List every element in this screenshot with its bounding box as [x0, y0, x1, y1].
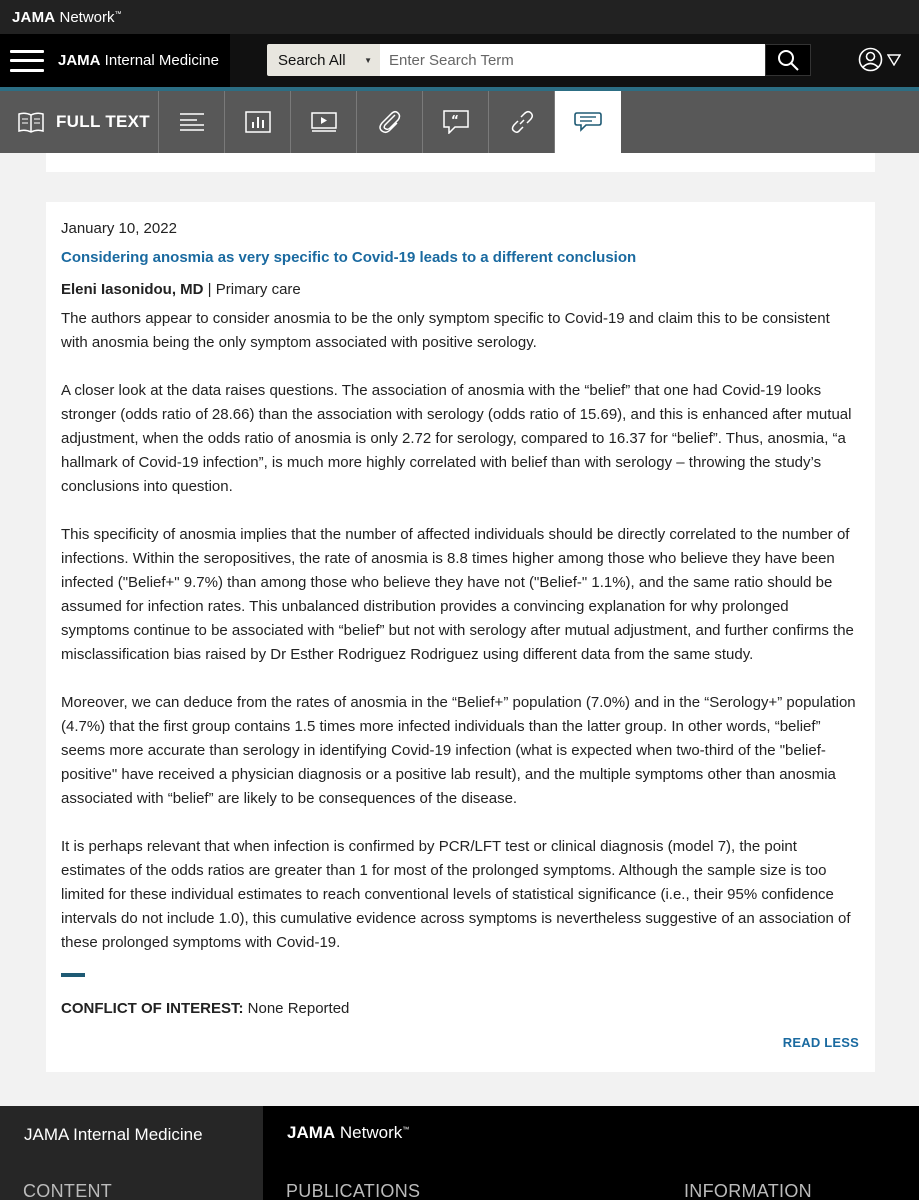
- previous-comment-card: [46, 153, 875, 172]
- tab-supplements[interactable]: [357, 91, 423, 153]
- comment-body: [61, 307, 860, 955]
- network-bar: [0, 0, 919, 34]
- svg-text:“: “: [450, 113, 459, 127]
- comment-paragraph: This specificity of anosmia implies that the number of affected individuals should be directly correlated to the number of infections. Within the seropositives, the rate of anosmia is 8.8 times higher among those who believe they have been infected ("Belief+" 9.7%) than among those who believe they have not ("Belief-" 1.1%), and the same ratio should be assumed for infection rates. This unbalanced distribution provides a convincing explanation for why prolonged symptoms continue to be associated with “belief” but not with serology after mutual adjustment, and further confirms the misclassification bias raised by Dr Esther Rodriguez Rodriguez using different data from the same study.: [61, 526, 854, 663]
- comment-paragraph: A closer look at the data raises questions. The association of anosmia with the “belief” that one had Covid-19 looks stronger (odds ratio of 28.66) than the association with serology (odds ratio of 15.69), and this is enhanced after mutual adjustment, when the odds ratio of anosmia is only 2.72 for serology, compared to 16.37 for “belief”. Thus, anosmia, “a hallmark of Covid-19 infection”, is much more highly correlated with belief than with serology – throwing the study’s conclusions into question.: [61, 382, 852, 495]
- comment-card: [46, 202, 875, 1072]
- author-name: Eleni Iasonidou, MD: [61, 281, 204, 298]
- comment-title: Considering anosmia as very specific to Covid-19 leads to a different conclusion: [61, 249, 637, 266]
- user-icon: [858, 47, 883, 72]
- search-input[interactable]: [380, 44, 765, 76]
- text-lines-icon: [179, 112, 205, 132]
- jama-network-logo[interactable]: JAMA Network™: [12, 8, 122, 26]
- journal-header: [0, 34, 919, 87]
- footer-journal-title[interactable]: JAMA Internal Medicine: [0, 1106, 263, 1163]
- article-tab-bar: [0, 91, 919, 153]
- hamburger-icon[interactable]: [10, 50, 44, 72]
- video-icon: [311, 112, 337, 132]
- comment-icon: [574, 111, 602, 133]
- search-scope-select[interactable]: Search All ▼: [267, 44, 380, 76]
- tab-citations[interactable]: [423, 91, 489, 153]
- tab-sections[interactable]: [159, 91, 225, 153]
- search-icon: [776, 48, 800, 72]
- footer-link-publications[interactable]: PUBLICATIONS: [286, 1181, 421, 1200]
- tab-comments[interactable]: [555, 91, 621, 153]
- footer: [0, 1106, 919, 1200]
- tab-links[interactable]: [489, 91, 555, 153]
- footer-link-information[interactable]: INFORMATION: [684, 1181, 812, 1200]
- book-icon: [18, 111, 44, 133]
- tab-full-text[interactable]: FULL TEXT: [0, 91, 159, 153]
- tab-figures[interactable]: [225, 91, 291, 153]
- conflict-of-interest: CONFLICT OF INTEREST: None Reported: [61, 1000, 350, 1017]
- dropdown-triangle-icon: [887, 54, 901, 66]
- author-affiliation: | Primary care: [203, 281, 301, 298]
- footer-network-title[interactable]: JAMA Network™: [287, 1123, 410, 1142]
- comment-date: January 10, 2022: [61, 220, 177, 237]
- bar-chart-icon: [245, 111, 271, 133]
- search-bar: [267, 44, 811, 76]
- footer-link-content[interactable]: CONTENT: [23, 1181, 113, 1200]
- comment-author: [61, 280, 860, 300]
- search-button[interactable]: [765, 44, 811, 76]
- footer-links-row: [0, 1163, 919, 1200]
- comment-paragraph: The authors appear to consider anosmia to be the only symptom specific to Covid-19 and claim this to be consistent with anosmia being the only symptom associated with positive serology.: [61, 310, 830, 351]
- user-menu[interactable]: [858, 47, 901, 72]
- comment-paragraph: Moreover, we can deduce from the rates of anosmia in the “Belief+” population (7.0%) and in the “Serology+” population (4.7%) that the first group contains 1.5 times more infected individuals than the latter group. In other words, “belief” seems more accurate than serology in identifying Covid-19 infection (what is expected when two-third of the "belief-positive" have received a physician diagnosis or a positive lab result), and the multiple symptoms other than anosmia associated with “belief” are likely to be consequences of the disease.: [61, 694, 856, 807]
- link-icon: [509, 109, 535, 135]
- read-less-link[interactable]: READ LESS: [782, 1035, 859, 1050]
- journal-title[interactable]: JAMA Internal Medicine: [58, 52, 219, 69]
- section-divider: [61, 973, 85, 977]
- comment-paragraph: It is perhaps relevant that when infection is confirmed by PCR/LFT test or clinical diagnosis (model 7), the point estimates of the odds ratios are greater than 1 for most of the prolonged symptoms. Although the sample size is too limited for these individual estimates to reach conventional levels of statistical significance (i.e., their 95% confidence intervals do not include 1.0), this cumulative evidence across symptoms is nevertheless suggestive of an association of these prolonged symptoms with Covid-19.: [61, 838, 851, 951]
- journal-brand: [0, 34, 230, 87]
- tab-media[interactable]: [291, 91, 357, 153]
- quote-icon: [443, 110, 469, 134]
- caret-down-icon: ▼: [364, 56, 372, 65]
- paperclip-icon: [377, 109, 403, 135]
